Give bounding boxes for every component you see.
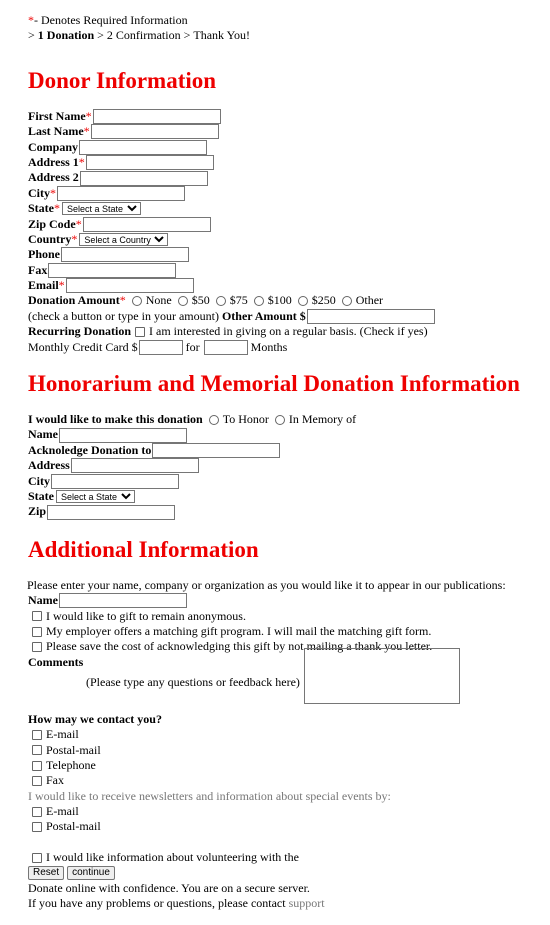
secure-notice: Donate online with confidence. You are on a secure server. [28,881,310,896]
company-input[interactable] [79,140,207,155]
honor-city-input[interactable] [51,474,179,489]
first-name-input[interactable] [93,109,221,124]
months-label: Months [250,339,288,354]
city-input[interactable] [57,186,185,201]
other-amount-label: Other Amount $ [221,308,306,323]
breadcrumb [28,28,550,43]
required-asterisk: * [28,13,34,27]
contact-email-label: E-mail [46,727,79,742]
breadcrumb-step-confirmation: 2 Confirmation [106,28,181,43]
newsletter-prompt: I would like to receive newsletters and information about special events by: [28,788,391,803]
company-label: Company [28,139,79,154]
breadcrumb-step-donation: 1 Donation [37,28,95,43]
required-asterisk: * [119,293,126,308]
in-memory-radio[interactable] [275,415,285,425]
contact-fax-label: Fax [46,773,64,788]
amount-100-label: $100 [267,293,292,308]
amount-radio-75[interactable] [216,296,226,306]
last-name-input[interactable] [91,124,219,139]
amount-radio-other[interactable] [342,296,352,306]
to-honor-radio[interactable] [209,415,219,425]
reset-button[interactable]: Reset [28,866,64,880]
donation-type-label: I would like to make this donation [28,412,203,427]
breadcrumb-arrow: > [183,28,191,43]
amount-radio-100[interactable] [254,296,264,306]
news-email-checkbox[interactable] [32,807,42,817]
city-label: City [28,185,50,200]
contact-telephone-label: Telephone [46,757,96,772]
monthly-amount-input[interactable] [139,340,183,355]
in-memory-label: In Memory of [288,412,357,427]
comments-hint: (Please type any questions or feedback here) [86,674,300,689]
no-letter-checkbox[interactable] [32,642,42,652]
required-asterisk: * [50,185,56,200]
honor-city-label: City [28,473,50,488]
email-input[interactable] [66,278,194,293]
support-link[interactable]: support [288,896,325,911]
phone-label: Phone [28,247,61,262]
recurring-checkbox[interactable] [135,327,145,337]
monthly-label: Monthly Credit Card $ [28,339,138,354]
amount-radio-none[interactable] [132,296,142,306]
publication-name-label: Name [28,593,58,608]
contact-telephone-checkbox[interactable] [32,761,42,771]
to-honor-label: To Honor [222,412,269,427]
volunteer-label: I would like information about volunteering with the [46,850,299,865]
honor-name-label: Name [28,427,58,442]
donation-amount-label: Donation Amount [28,293,120,308]
continue-button[interactable]: continue [67,866,115,880]
address2-label: Address 2 [28,170,79,185]
donation-amount-row [28,293,550,308]
acknowledge-label: Acknoledge Donation to [28,442,152,457]
required-legend-text: - Denotes Required Information [34,13,188,27]
volunteer-checkbox[interactable] [32,853,42,863]
matching-gift-checkbox[interactable] [32,627,42,637]
zip-code-label: Zip Code [28,216,76,231]
honor-zip-label: Zip [28,504,47,519]
breadcrumb-step-thank-you: Thank You! [193,28,251,43]
fax-label: Fax [28,262,48,277]
amount-50-label: $50 [191,293,210,308]
required-asterisk: * [83,124,90,139]
fax-input[interactable] [48,263,176,278]
comments-block [28,655,550,711]
country-label: Country [28,231,72,246]
problems-text: If you have any problems or questions, please contact [28,896,286,911]
last-name-label: Last Name [28,124,84,139]
state-select[interactable] [62,202,141,215]
state-label: State [28,201,54,216]
recurring-text: I am interested in giving on a regular basis. (Check if yes) [149,324,428,339]
email-label: Email [28,278,59,293]
contact-postal-label: Postal-mail [46,742,101,757]
contact-email-checkbox[interactable] [32,730,42,740]
address2-input[interactable] [80,171,208,186]
amount-hint: (check a button or type in your amount) [28,308,219,323]
required-asterisk: * [78,154,85,169]
honor-zip-input[interactable] [47,505,175,520]
anonymous-checkbox[interactable] [32,611,42,621]
zip-code-input[interactable] [83,217,211,232]
comments-label: Comments [28,654,84,669]
required-asterisk: * [71,231,78,246]
country-select[interactable] [79,233,168,246]
donor-heading: Donor Information [28,67,217,93]
amount-radio-250[interactable] [298,296,308,306]
required-asterisk: * [85,108,92,123]
honor-address-label: Address [28,458,70,473]
honor-name-input[interactable] [59,428,187,443]
publication-name-input[interactable] [59,593,187,608]
first-name-label: First Name [28,108,86,123]
breadcrumb-arrow: > [28,28,35,43]
comments-textarea[interactable] [304,648,460,704]
no-letter-label: Please save the cost of acknowledging this gift by not mailing a thank you letter. [46,639,433,654]
months-input[interactable] [204,340,248,355]
contact-postal-checkbox[interactable] [32,745,42,755]
phone-input[interactable] [61,247,189,262]
acknowledge-input[interactable] [152,443,280,458]
address1-label: Address 1 [28,154,79,169]
contact-question: How may we contact you? [28,711,162,726]
honor-address-input[interactable] [71,458,199,473]
news-postal-checkbox[interactable] [32,822,42,832]
address1-input[interactable] [86,155,214,170]
amount-250-label: $250 [311,293,336,308]
breadcrumb-arrow: > [97,28,104,43]
matching-gift-label: My employer offers a matching gift program. I will mail the matching gift form. [46,623,432,638]
publication-intro: Please enter your name, company or organization as you would like it to appear in our publications: [27,577,506,592]
honorarium-heading: Honorarium and Memorial Donation Information [28,371,520,397]
news-postal-label: Postal-mail [46,819,101,834]
required-asterisk: * [58,278,65,293]
additional-heading: Additional Information [28,536,259,562]
amount-75-label: $75 [229,293,248,308]
news-email-label: E-mail [46,804,79,819]
amount-other-label: Other [355,293,384,308]
contact-fax-checkbox[interactable] [32,776,42,786]
for-label: for [185,339,200,354]
anonymous-label: I would like to gift to remain anonymous. [46,608,246,623]
required-legend [28,13,550,28]
honor-state-label: State [28,488,54,503]
honor-state-select[interactable] [56,490,135,503]
required-asterisk: * [75,216,82,231]
required-asterisk: * [54,201,60,216]
other-amount-input[interactable] [307,309,435,324]
amount-radio-50[interactable] [178,296,188,306]
recurring-label: Recurring Donation [28,324,131,339]
amount-none-label: None [145,293,172,308]
